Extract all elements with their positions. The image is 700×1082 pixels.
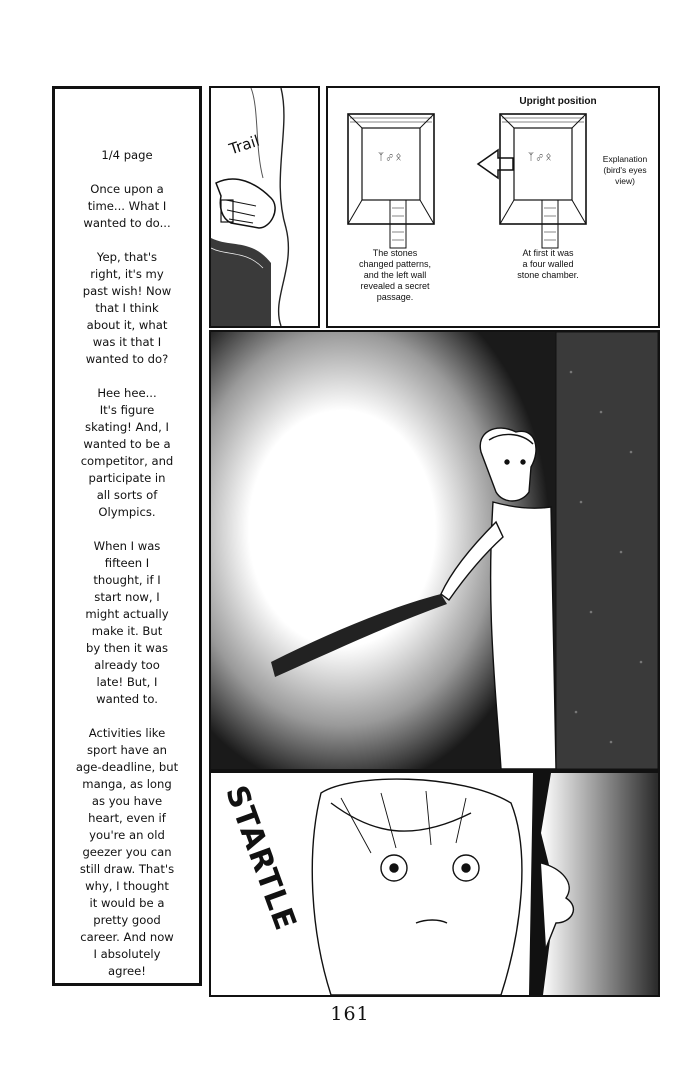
panel-light-burst: [209, 330, 660, 771]
trail-sfx: Trail: [226, 131, 262, 159]
hand-illustration: [211, 88, 318, 326]
panel-chamber-diagram: [326, 86, 660, 328]
chamber-right: [500, 114, 586, 248]
chamber-left: [348, 114, 434, 248]
page-number: 161: [330, 1003, 370, 1025]
panel-startle: [209, 771, 660, 997]
author-note-panel: [52, 86, 202, 986]
arrow-left-icon: [478, 150, 513, 178]
diagram-explanation: Explanation (bird's eyes view): [602, 154, 648, 186]
diagram-caption-right: At first it was a four walled stone chamber.: [517, 248, 579, 280]
light-burst-illustration: [211, 332, 658, 769]
diagram-title: Upright position: [519, 96, 597, 107]
svg-text:ᛉ ☍ ᛟ: ᛉ ☍ ᛟ: [378, 152, 402, 163]
startled-face: [312, 779, 522, 995]
svg-text:ᛉ ☍ ᛟ: ᛉ ☍ ᛟ: [528, 152, 552, 163]
diagram-caption-left: The stones changed patterns, and the left wall revealed a secret passage.: [358, 248, 432, 302]
startle-sfx: STARTLE: [218, 781, 303, 936]
panel-hand-trail: [209, 86, 320, 328]
author-note-text: 1/4 page Once upon a time... What I wanted to do... Yep, that's right, it's my past wish! Now that I think about it, what was it that I wanted to do? Hee hee... It's figure skating! And, I wanted to be a competitor, and participate in all sorts of Olympics. When I was fifteen I thought, if I start now, I might actually make it. But by then it was already too late! But, I wanted to. Activities like sport have an age-deadline, but manga, as long as you have heart, even if you're an old geezer you can still draw. That's why, I thought it would be a pretty good career. And now I absolutely agree!: [75, 148, 179, 978]
